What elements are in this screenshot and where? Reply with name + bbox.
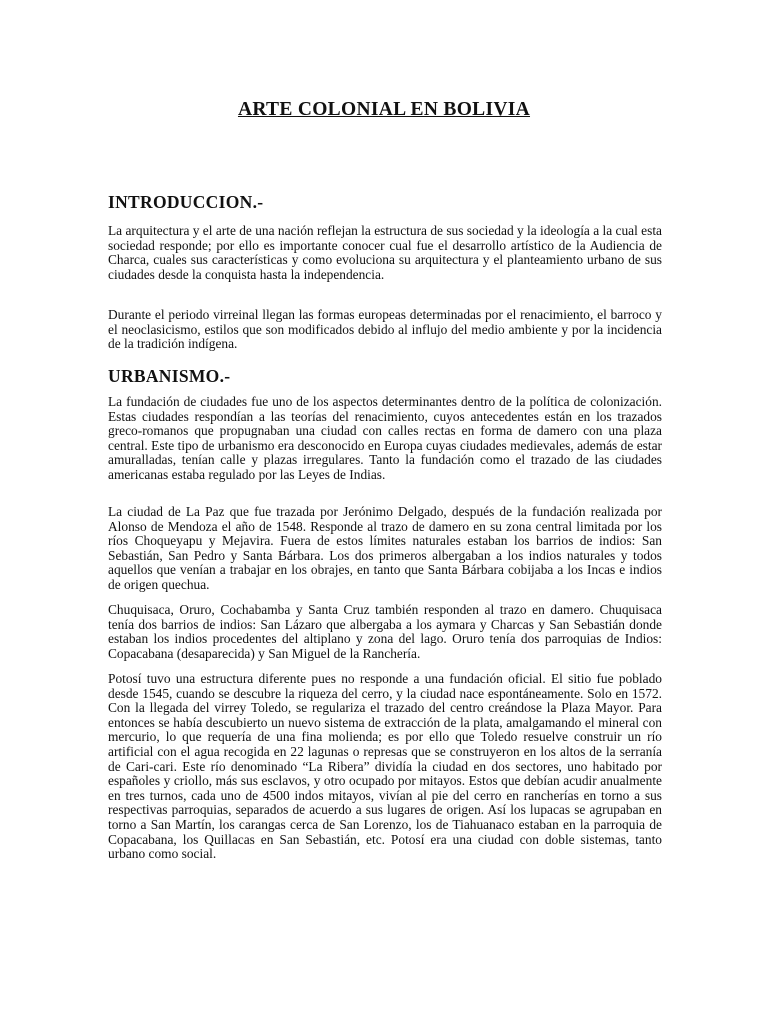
intro-paragraph-1: La arquitectura y el arte de una nación reflejan la estructura de sus sociedad y la ideología a la cual esta sociedad responde; por ello es importante conocer cual fue el desarrollo artístico de la Audiencia de Charca, cuales sus características y como evoluciona su arquitectura y el planteamiento urbano de sus ciudades desde la conquista hasta la independencia. — [108, 223, 662, 282]
section-heading-urbanismo: URBANISMO.- — [108, 366, 231, 386]
urbanismo-paragraph-3: Chuquisaca, Oruro, Cochabamba y Santa Cruz también responden al trazo en damero. Chuquisaca tenía dos barrios de indios: San Lázaro que albergaba a los aymara y Charcas y San Sebastián donde estaban los indios procedentes del altiplano y zona del lago. Oruro tenía dos parroquias de Indios: Copacabana (desaparecida) y San Miguel de la Ranchería. — [108, 602, 662, 661]
document-title: ARTE COLONIAL EN BOLIVIA — [237, 99, 531, 120]
urbanismo-paragraph-1: La fundación de ciudades fue uno de los aspectos determinantes dentro de la política de colonización. Estas ciudades respondían a las teorías del renacimiento, cuyos antecedentes están en los trazados greco-romanos que propugnaban una ciudad con calles rectas en forma de damero con una plaza central. Este tipo de urbanismo era desconocido en Europa cuyas ciudades medievales, además de estar amuralladas, tenían calle y plazas irregulares. Tanto la fundación como el trazado de las ciudades americanas estaba regulado por las Leyes de Indias. — [108, 394, 662, 482]
section-heading-introduccion: INTRODUCCION.- — [108, 192, 264, 212]
urbanismo-paragraph-4: Potosí tuvo una estructura diferente pues no responde a una fundación oficial. El sitio fue poblado desde 1545, cuando se descubre la riqueza del cerro, y la ciudad nace espontáneamente. Solo en 1572. Con la llegada del virrey Toledo, se regulariza el trazado del centro creándose la Plaza Mayor. Para entonces se había descubierto un nuevo sistema de extracción de la plata, amalgamando el mineral con mercurio, lo que requería de una fina molienda; es por ello que Toledo resuelve construir un río artificial con el agua recogida en 22 lagunas o represas que se construyeron en los altos de la serranía de Cari-cari. Este río denominado “La Ribera” dividía la ciudad en dos sectores, uno habitado por españoles y criollo, más sus esclavos, y otro ocupado por mitayos. Estos que debían acudir anualmente en tres turnos, cada uno de 4500 indos mitayos, vivían al pie del cerro en rancherías en torno a sus respectivas parroquias, separados de acuerdo a sus lugares de origen. Así los lupacas se agrupaban en torno a San Martín, los carangas cerca de San Lorenzo, los de Tiahuanaco estaban en la parroquia de Copacabana, los Quillacas en San Sebastián, etc. Potosí era una ciudad con doble sistemas, tanto urbano como social. — [108, 671, 662, 862]
urbanismo-paragraph-2: La ciudad de La Paz que fue trazada por Jerónimo Delgado, después de la fundación realizada por Alonso de Mendoza el año de 1548. Responde al trazo de damero en su zona central limitada por los ríos Choqueyapu y Mejavira. Fuera de estos límites naturales estaban los barrios de indios: San Sebastián, San Pedro y Santa Bárbara. Los dos primeros albergaban a los indios naturales y todos aquellos que venían a trabajar en los obrajes, en tanto que Santa Bárbara cobijaba a los Incas e indios de origen quechua. — [108, 504, 662, 592]
intro-paragraph-2: Durante el periodo virreinal llegan las formas europeas determinadas por el renacimiento, el barroco y el neoclasicismo, estilos que son modificados debido al influjo del medio ambiente y por la incidencia de la tradición indígena. — [108, 307, 662, 352]
